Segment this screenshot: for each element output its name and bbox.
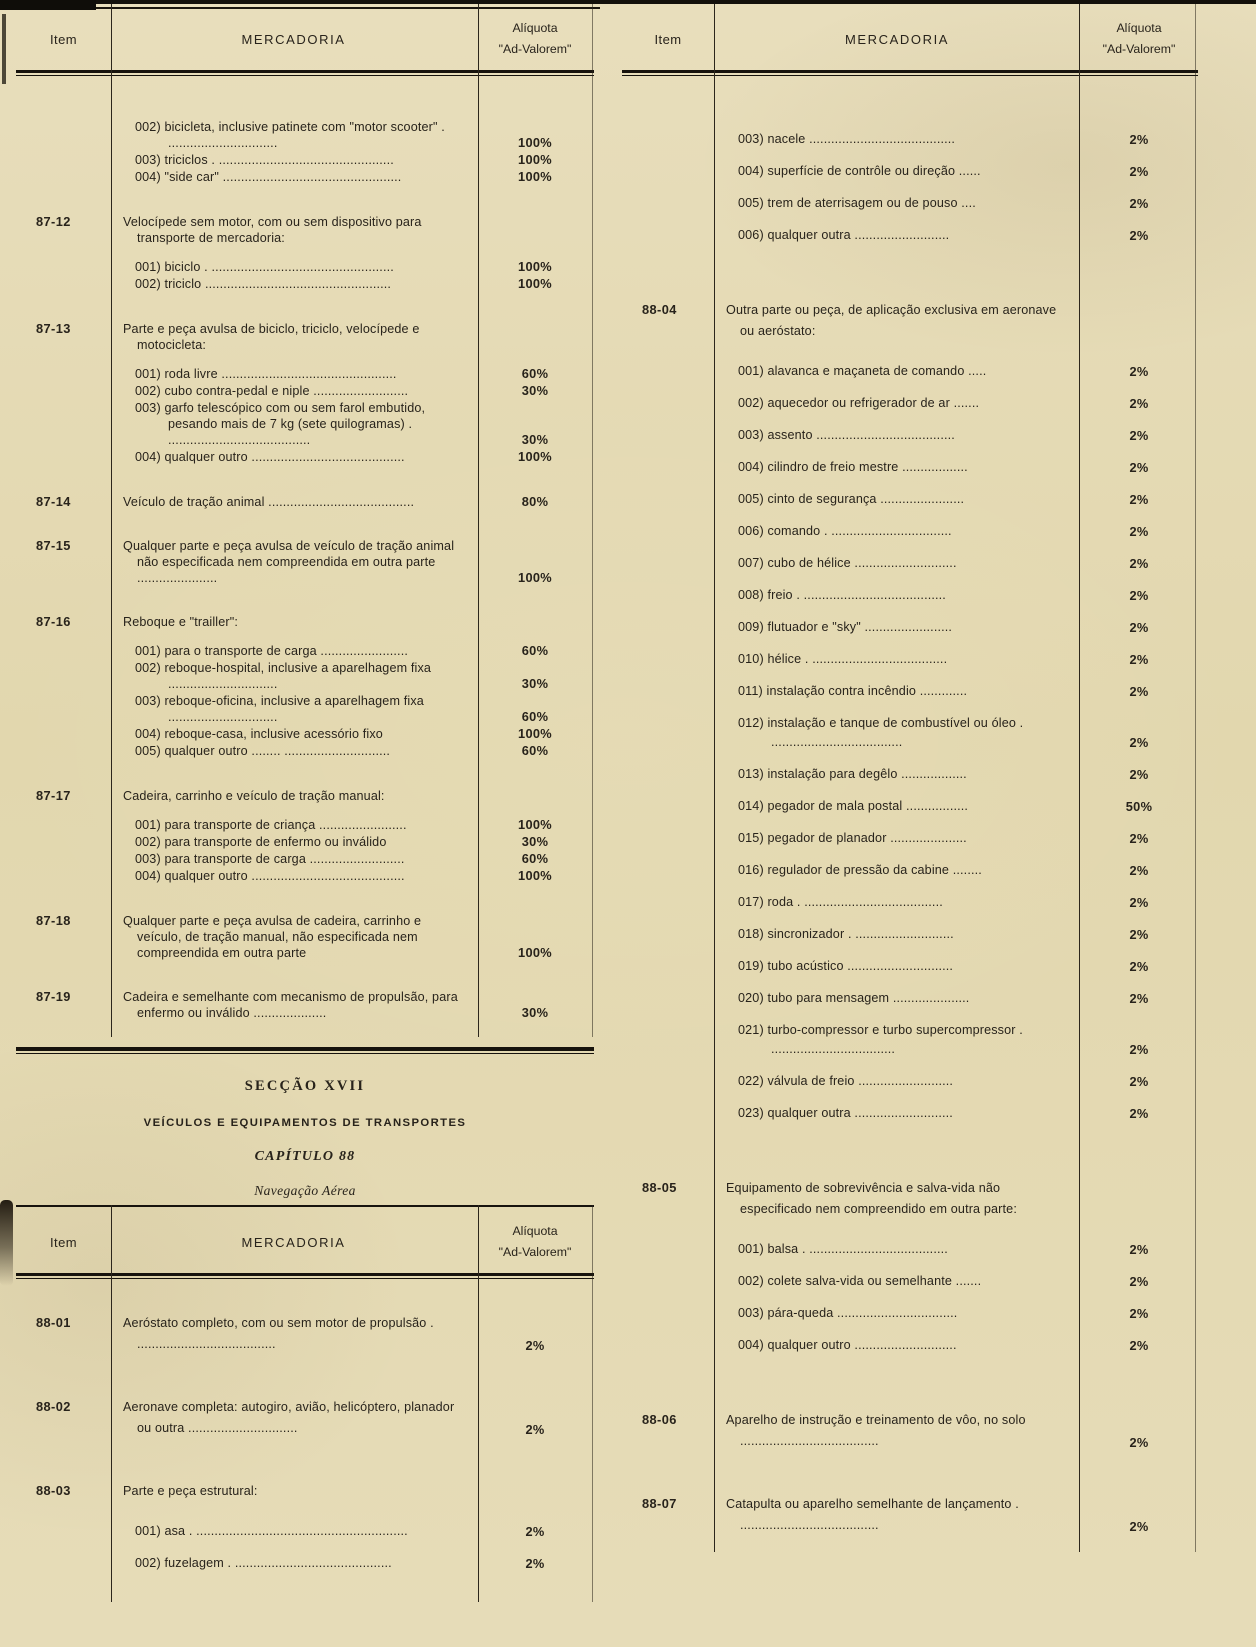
sub-item-list	[111, 817, 594, 884]
sub-item	[111, 868, 594, 884]
entry-description: Qualquer parte e peça avulsa de cadeira, carrinho e veículo, de tração manual, não especificada nem compreendida em outra parte	[123, 914, 422, 960]
sub-item-text: 003) garfo telescópico com ou sem farol embutido, pesando mais de 7 kg (sete quilogramas) . .......................................	[135, 401, 426, 447]
entry-body	[714, 1178, 1198, 1368]
sub-item-rate: 2%	[1129, 1074, 1149, 1089]
sub-item	[111, 169, 594, 185]
col-header-mercadoria: MERCADORIA	[844, 31, 950, 47]
sub-item	[714, 1104, 1198, 1123]
sub-item-rate: 2%	[1129, 492, 1149, 507]
sub-item-rate: 2%	[1129, 556, 1149, 571]
tariff-entry	[16, 1481, 594, 1586]
entry-rate: 80%	[521, 494, 549, 509]
sub-item	[111, 726, 594, 742]
sub-item-text: 007) cubo de hélice ............................	[738, 556, 957, 570]
entry-intro-line	[714, 1410, 1198, 1452]
sub-item-rate: 2%	[1129, 196, 1149, 211]
sub-item	[714, 522, 1198, 541]
item-code: 87-15	[36, 538, 71, 553]
tariff-entry	[16, 1313, 594, 1355]
chapter-number: CAPÍTULO 88	[254, 1149, 356, 1164]
item-code: 88-04	[642, 302, 677, 317]
sub-item-rate: 30%	[521, 383, 549, 398]
sub-item	[714, 194, 1198, 213]
entry-body	[111, 106, 594, 186]
sub-item	[714, 458, 1198, 477]
entry-description: Aeronave completa: autogiro, avião, helicóptero, planador ou outra ..............................	[123, 1400, 455, 1435]
entry-intro-line	[111, 1481, 594, 1502]
sub-item-text: 001) biciclo . ..................................................	[135, 260, 394, 274]
entry-description: Aeróstato completo, com ou sem motor de propulsão . ......................................	[123, 1316, 434, 1351]
sub-item-rate: 2%	[525, 1556, 545, 1571]
sub-item-text: 008) freio . .......................................	[738, 588, 946, 602]
sub-item	[111, 660, 594, 692]
column-divider	[111, 4, 112, 1037]
sub-item-text: 005) trem de aterrisagem ou de pouso ....	[738, 196, 976, 210]
item-code: 87-12	[36, 214, 71, 229]
item-code: 88-02	[36, 1399, 71, 1414]
sub-item-rate: 2%	[1129, 524, 1149, 539]
sub-item-text: 015) pegador de planador .....................	[738, 831, 967, 845]
column-divider	[592, 1205, 593, 1602]
sub-item-rate: 100%	[518, 868, 552, 883]
entry-intro-line	[111, 989, 594, 1021]
entry-intro-line	[111, 614, 594, 630]
col-header-item: Item	[50, 31, 77, 47]
entry-body	[714, 110, 1198, 258]
scan-smudge-mid-left	[0, 1200, 13, 1286]
right-column	[622, 4, 1198, 1552]
tariff-entry	[622, 110, 1198, 258]
column-divider	[111, 1205, 112, 1602]
sub-item	[111, 817, 594, 833]
entry-rate: 100%	[518, 945, 552, 960]
sub-item-text: 003) nacele ........................................	[738, 132, 956, 146]
sub-item-rate: 2%	[525, 1524, 545, 1539]
sub-item-rate: 2%	[1129, 364, 1149, 379]
sub-item	[714, 1240, 1198, 1259]
sub-item	[111, 743, 594, 759]
sub-item-rate: 100%	[518, 259, 552, 274]
sub-item	[714, 1272, 1198, 1291]
sub-item-rate: 100%	[518, 152, 552, 167]
sub-item	[111, 152, 594, 168]
sub-item-text: 001) balsa . ......................................	[738, 1242, 948, 1256]
sub-item-text: 014) pegador de mala postal .................	[738, 799, 969, 813]
entry-body	[111, 614, 594, 760]
sub-item-list	[111, 259, 594, 292]
sub-item-text: 002) fuzelagem . ...........................................	[135, 1556, 392, 1570]
sub-item	[714, 586, 1198, 605]
sub-item	[714, 714, 1198, 752]
item-code	[622, 110, 714, 258]
entry-intro-line	[714, 300, 1198, 342]
header-rule	[16, 70, 594, 76]
sub-item-rate: 2%	[1129, 735, 1149, 750]
sub-item-text: 001) roda livre ................................................	[135, 367, 397, 381]
tariff-entry	[16, 788, 594, 885]
sub-item-rate: 2%	[1129, 831, 1149, 846]
sub-item	[714, 130, 1198, 149]
entries-ch88-right	[622, 110, 1198, 1552]
sub-item-rate: 100%	[518, 449, 552, 464]
sub-item-text: 003) triciclos . ................................................	[135, 153, 394, 167]
header-rule	[622, 70, 1198, 76]
entry-intro-line	[111, 1313, 594, 1355]
tariff-entry	[16, 214, 594, 293]
sub-item	[714, 426, 1198, 445]
sub-item	[111, 643, 594, 659]
sub-item	[714, 989, 1198, 1008]
sub-item	[714, 226, 1198, 245]
sub-item-text: 012) instalação e tanque de combustível ou óleo . ....................................	[738, 716, 1024, 749]
sub-item-rate: 100%	[518, 135, 552, 150]
sub-item-rate: 60%	[521, 366, 549, 381]
tariff-entry	[16, 913, 594, 961]
sub-item-text: 002) colete salva-vida ou semelhante .......	[738, 1274, 982, 1288]
sub-item	[111, 400, 594, 448]
entry-body	[714, 1410, 1198, 1452]
item-code: 87-13	[36, 321, 71, 336]
item-code: 88-07	[642, 1496, 677, 1511]
entry-rate: 30%	[521, 1005, 549, 1020]
entry-description: Cadeira e semelhante com mecanismo de propulsão, para enfermo ou inválido ....................	[123, 990, 458, 1020]
table-end-rule	[16, 1047, 594, 1054]
entry-description: Parte e peça estrutural:	[123, 1484, 258, 1498]
sub-item	[111, 383, 594, 399]
sub-item-text: 001) asa . ..........................................................	[135, 1524, 408, 1538]
sub-item-rate: 100%	[518, 726, 552, 741]
sub-item-text: 021) turbo-compressor e turbo supercompressor . ..................................	[738, 1023, 1023, 1056]
sub-item-rate: 2%	[1129, 1306, 1149, 1321]
tariff-entry	[16, 538, 594, 586]
item-code: 88-05	[642, 1180, 677, 1195]
entry-rate: 2%	[1129, 1519, 1149, 1534]
entry-body	[714, 300, 1198, 1136]
column-divider	[478, 4, 479, 1037]
item-code	[16, 106, 111, 186]
entry-body	[111, 913, 594, 961]
sub-item-text: 013) instalação para degêlo ..................	[738, 767, 967, 781]
item-code: 87-18	[36, 913, 71, 928]
sub-item-rate: 2%	[1129, 927, 1149, 942]
sub-item-rate: 30%	[521, 676, 549, 691]
sub-item-text: 002) cubo contra-pedal e niple ..........................	[135, 384, 409, 398]
entry-rate: 2%	[525, 1338, 545, 1353]
entry-intro-line	[111, 494, 594, 510]
sub-item-text: 023) qualquer outra ...........................	[738, 1106, 953, 1120]
sub-item-rate: 2%	[1129, 228, 1149, 243]
entry-body	[111, 788, 594, 885]
sub-item-text: 003) para transporte de carga ..........................	[135, 852, 405, 866]
sub-item-rate: 60%	[521, 643, 549, 658]
sub-item-text: 006) qualquer outra ..........................	[738, 228, 950, 242]
sub-item	[111, 693, 594, 725]
sub-item-text: 018) sincronizador . ...........................	[738, 927, 954, 941]
entry-intro-line	[111, 913, 594, 961]
sub-item-text: 004) qualquer outro ..........................................	[135, 869, 405, 883]
aliquota-label-line2: "Ad-Valorem"	[498, 42, 572, 56]
sub-item-rate: 2%	[1129, 460, 1149, 475]
sub-item	[111, 851, 594, 867]
tariff-entry	[622, 1178, 1198, 1368]
sub-item-text: 022) válvula de freio ..........................	[738, 1074, 954, 1088]
sub-item-text: 003) reboque-oficina, inclusive a aparelhagem fixa ..............................	[135, 694, 424, 724]
sub-item-text: 002) reboque-hospital, inclusive a aparelhagem fixa ..............................	[135, 661, 432, 691]
sub-item-text: 003) pára-queda .................................	[738, 1306, 958, 1320]
section-title: VEÍCULOS E EQUIPAMENTOS DE TRANSPORTES	[143, 1117, 467, 1129]
entry-description: Equipamento de sobrevivência e salva-vida não especificado nem compreendido em outra parte:	[726, 1181, 1017, 1216]
entry-description: Parte e peça avulsa de biciclo, triciclo, velocípede e motocicleta:	[123, 322, 420, 352]
entry-intro-line	[111, 321, 594, 353]
sub-item	[714, 554, 1198, 573]
sub-item-list	[111, 119, 594, 185]
sub-item-text: 016) regulador de pressão da cabine ........	[738, 863, 982, 877]
item-code: 87-19	[36, 989, 71, 1004]
table-header	[16, 4, 594, 70]
sub-item-rate: 30%	[521, 834, 549, 849]
tariff-entry	[622, 300, 1198, 1136]
table-header	[622, 4, 1198, 70]
sub-item-text: 002) triciclo ...................................................	[135, 277, 392, 291]
tariff-entry	[16, 614, 594, 760]
sub-item-text: 020) tubo para mensagem .....................	[738, 991, 970, 1005]
col-header-mercadoria: MERCADORIA	[241, 31, 346, 47]
tariff-entry	[622, 1494, 1198, 1536]
sub-item	[714, 797, 1198, 816]
sub-item-list	[714, 1240, 1198, 1355]
entry-intro-line	[111, 788, 594, 804]
tariff-table-ch88-right	[622, 4, 1198, 1552]
sub-item	[714, 490, 1198, 509]
sub-item-rate: 100%	[518, 817, 552, 832]
tariff-table-ch87	[16, 4, 594, 1037]
sub-item-rate: 2%	[1129, 396, 1149, 411]
sub-item-rate: 2%	[1129, 1106, 1149, 1121]
entry-intro-line	[714, 1178, 1198, 1220]
aliquota-label-line1: Alíquota	[1116, 21, 1162, 35]
table-header	[16, 1207, 594, 1273]
sub-item-text: 003) assento ......................................	[738, 428, 955, 442]
section-heading-block	[16, 1054, 594, 1205]
sub-item	[714, 765, 1198, 784]
sub-item	[714, 1336, 1198, 1355]
sub-item-text: 004) "side car" .................................................	[135, 170, 402, 184]
sub-item-text: 004) superfície de contrôle ou direção ......	[738, 164, 981, 178]
section-number: SECÇÃO XVII	[244, 1078, 366, 1094]
col-header-aliquota	[476, 1221, 594, 1263]
sub-item-rate: 60%	[521, 709, 549, 724]
sub-item-text: 002) bicicleta, inclusive patinete com "motor scooter" . ..............................	[135, 120, 445, 150]
sub-item	[111, 1554, 594, 1573]
sub-item-rate: 2%	[1129, 428, 1149, 443]
item-code: 87-14	[36, 494, 71, 509]
tariff-entry	[16, 106, 594, 186]
entry-body	[714, 1494, 1198, 1536]
sub-item	[111, 259, 594, 275]
item-code: 87-16	[36, 614, 71, 629]
sub-item-text: 001) alavanca e maçaneta de comando .....	[738, 364, 987, 378]
sub-item-rate: 2%	[1129, 1242, 1149, 1257]
sub-item	[111, 834, 594, 850]
sub-item-list	[111, 643, 594, 759]
entry-body	[111, 989, 594, 1021]
tariff-table-ch88-left	[16, 1205, 594, 1602]
sub-item-rate: 2%	[1129, 1042, 1149, 1057]
sub-item-text: 011) instalação contra incêndio .............	[738, 684, 968, 698]
sub-item-rate: 100%	[518, 169, 552, 184]
sub-item	[714, 362, 1198, 381]
entry-rate: 2%	[1129, 1435, 1149, 1450]
sub-item	[111, 276, 594, 292]
entry-intro-line	[111, 538, 594, 586]
sub-item-rate: 2%	[1129, 620, 1149, 635]
sub-item	[111, 449, 594, 465]
column-divider	[1079, 4, 1080, 1552]
sub-item	[714, 650, 1198, 669]
sub-item-text: 004) cilindro de freio mestre ..................	[738, 460, 968, 474]
sub-item	[111, 1522, 594, 1541]
entry-body	[111, 1397, 594, 1439]
entry-description: Aparelho de instrução e treinamento de vôo, no solo ......................................	[726, 1413, 1026, 1448]
col-header-item: Item	[654, 31, 682, 47]
sub-item-rate: 30%	[521, 432, 549, 447]
item-code: 88-03	[36, 1483, 71, 1498]
entry-description: Qualquer parte e peça avulsa de veículo de tração animal não especificada nem compreendida em outra parte ......................	[123, 539, 455, 585]
sub-item	[714, 861, 1198, 880]
sub-item	[714, 162, 1198, 181]
entry-intro-line	[111, 214, 594, 246]
sub-item-rate: 2%	[1129, 164, 1149, 179]
scan-smudge-left	[2, 14, 6, 84]
sub-item-list	[714, 130, 1198, 245]
sub-item	[111, 366, 594, 382]
sub-item	[714, 618, 1198, 637]
sub-item-rate: 2%	[1129, 132, 1149, 147]
sub-item-rate: 60%	[521, 851, 549, 866]
sub-item-text: 004) qualquer outro ............................	[738, 1338, 957, 1352]
sub-item-rate: 2%	[1129, 959, 1149, 974]
sub-item	[714, 1304, 1198, 1323]
sub-item	[714, 957, 1198, 976]
sub-item	[714, 682, 1198, 701]
sub-item-rate: 100%	[518, 276, 552, 291]
sub-item-text: 005) cinto de segurança .......................	[738, 492, 965, 506]
sub-item-text: 005) qualquer outro ........ .............................	[135, 744, 391, 758]
sub-item-rate: 2%	[1129, 1338, 1149, 1353]
sub-item-rate: 2%	[1129, 895, 1149, 910]
entry-body	[111, 214, 594, 293]
tariff-entry	[16, 321, 594, 466]
sub-item-rate: 2%	[1129, 684, 1149, 699]
sub-item-text: 010) hélice . .....................................	[738, 652, 948, 666]
entry-description: Cadeira, carrinho e veículo de tração manual:	[123, 789, 385, 803]
entry-rate: 2%	[525, 1422, 545, 1437]
entry-description: Outra parte ou peça, de aplicação exclusiva em aeronave ou aeróstato:	[726, 303, 1057, 338]
aliquota-label-line1: Alíquota	[512, 21, 558, 35]
sub-item-text: 009) flutuador e "sky" ........................	[738, 620, 953, 634]
sub-item-rate: 2%	[1129, 767, 1149, 782]
sub-item-rate: 2%	[1129, 863, 1149, 878]
tariff-entry	[622, 1410, 1198, 1452]
column-divider	[478, 1205, 479, 1602]
col-header-aliquota	[1080, 18, 1198, 60]
sub-item-text: 002) aquecedor ou refrigerador de ar .......	[738, 396, 980, 410]
sub-item-text: 002) para transporte de enfermo ou inválido	[135, 835, 387, 849]
col-header-mercadoria: MERCADORIA	[241, 1234, 346, 1250]
sub-item	[714, 925, 1198, 944]
entry-description: Reboque e "trailler":	[123, 615, 238, 629]
tariff-entry	[16, 494, 594, 510]
item-code: 88-06	[642, 1412, 677, 1427]
left-column	[16, 4, 594, 1602]
col-header-item: Item	[50, 1234, 77, 1250]
tariff-entry	[16, 989, 594, 1021]
sub-item-list	[111, 1522, 594, 1573]
entry-body	[111, 1481, 594, 1586]
entries-ch87	[16, 106, 594, 1037]
sub-item-text: 006) comando . .................................	[738, 524, 952, 538]
item-code: 87-17	[36, 788, 71, 803]
sub-item	[714, 829, 1198, 848]
header-rule	[16, 1273, 594, 1279]
tariff-entry	[16, 1397, 594, 1439]
sub-item-text: 019) tubo acústico .............................	[738, 959, 954, 973]
sub-item	[714, 893, 1198, 912]
item-code: 88-01	[36, 1315, 71, 1330]
entry-body	[111, 494, 594, 510]
sub-item	[714, 394, 1198, 413]
entry-description: Catapulta ou aparelho semelhante de lançamento . ......................................	[726, 1497, 1019, 1532]
sub-item-rate: 50%	[1125, 799, 1153, 814]
sub-item-list	[111, 366, 594, 465]
sub-item-text: 001) para transporte de criança ........................	[135, 818, 407, 832]
entry-intro-line	[714, 1494, 1198, 1536]
sub-item	[714, 1021, 1198, 1059]
entry-description: Veículo de tração animal ........................................	[123, 495, 415, 509]
aliquota-label-line2: "Ad-Valorem"	[498, 1245, 572, 1259]
column-divider	[714, 4, 715, 1552]
aliquota-label-line2: "Ad-Valorem"	[1102, 42, 1176, 56]
entry-rate: 100%	[518, 570, 552, 585]
entry-intro-line	[111, 1397, 594, 1439]
sub-item-rate: 60%	[521, 743, 549, 758]
column-divider	[1195, 4, 1196, 1552]
column-divider	[592, 4, 593, 1037]
entry-description: Velocípede sem motor, com ou sem dispositivo para transporte de mercadoria:	[123, 215, 422, 245]
sub-item-text: 004) qualquer outro ..........................................	[135, 450, 405, 464]
chapter-title: Navegação Aérea	[254, 1183, 356, 1198]
entries-ch88-left	[16, 1313, 594, 1602]
sub-item-rate: 2%	[1129, 1274, 1149, 1289]
entry-body	[111, 538, 594, 586]
entry-body	[111, 321, 594, 466]
sub-item-text: 004) reboque-casa, inclusive acessório fixo	[135, 727, 383, 741]
entry-body	[111, 1313, 594, 1355]
sub-item-rate: 2%	[1129, 652, 1149, 667]
sub-item-rate: 2%	[1129, 588, 1149, 603]
sub-item	[111, 119, 594, 151]
sub-item-text: 001) para o transporte de carga ........................	[135, 644, 408, 658]
sub-item	[714, 1072, 1198, 1091]
col-header-aliquota	[476, 18, 594, 60]
sub-item-rate: 2%	[1129, 991, 1149, 1006]
sub-item-list	[714, 362, 1198, 1123]
aliquota-label-line1: Alíquota	[512, 1224, 558, 1238]
sub-item-text: 017) roda . ......................................	[738, 895, 943, 909]
